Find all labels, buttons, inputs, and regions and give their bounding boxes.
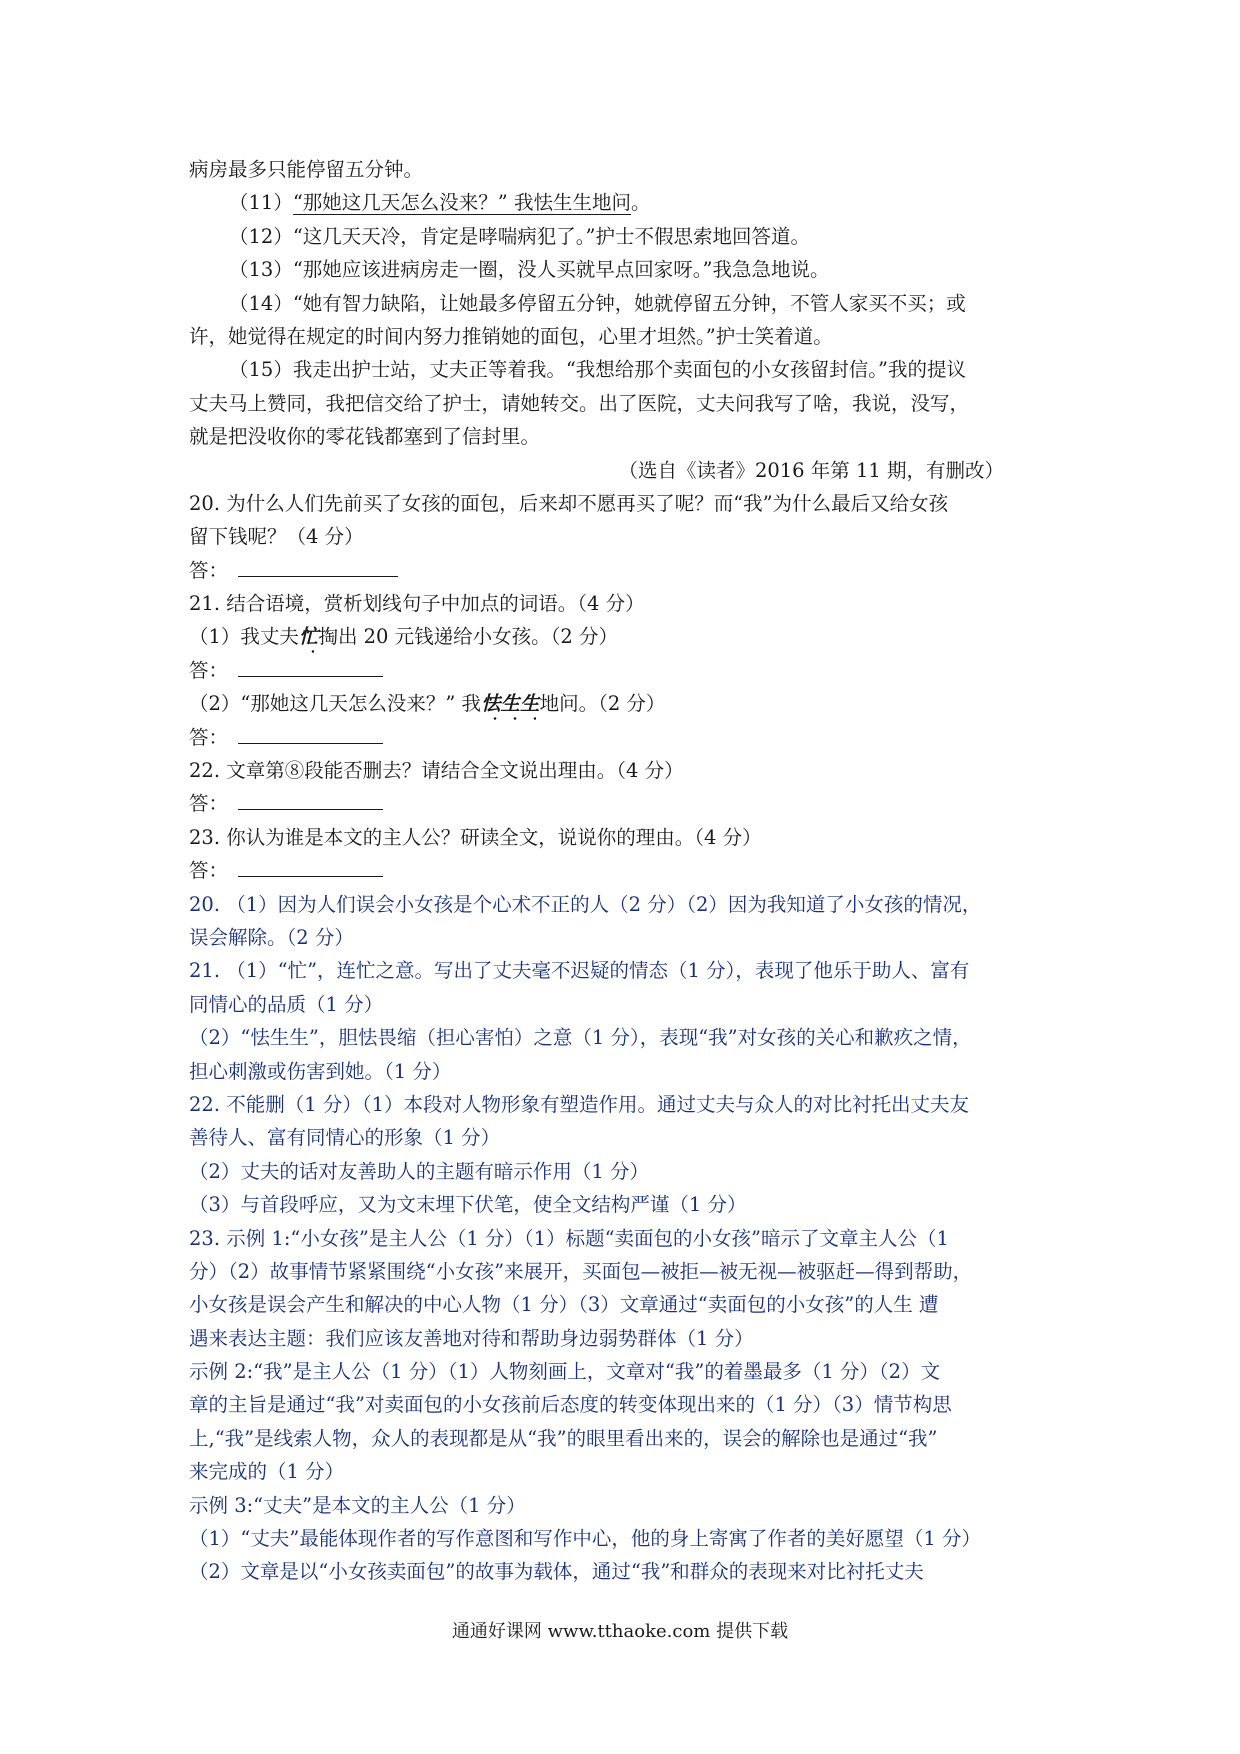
answer-21-line3: （2）“怯生生”，胆怯畏缩（担心害怕）之意（1 分），表现“我”对女孩的关心和歉疚之情，	[189, 1026, 972, 1050]
q21-1-suffix: 掏出 20 元钱递给小女孩。（2 分）	[318, 625, 619, 649]
answer-label: 答：	[189, 558, 229, 582]
q21-2-suffix: 地问。（2 分）	[539, 692, 666, 716]
answer-blank-21-2	[189, 721, 1060, 754]
answer-blank-20	[189, 554, 1060, 587]
answer-label: 答：	[189, 859, 229, 883]
question-22: 22. 文章第⑧段能否删去？请结合全文说出理由。（4 分）	[189, 759, 684, 783]
answer-line	[238, 554, 398, 577]
answer-23-line11: （2）文章是以“小女孩卖面包”的故事为载体，通过“我”和群众的表现来对比衬托丈夫	[189, 1560, 924, 1584]
passage-p13: （13）“那她应该进病房走一圈，没人买就早点回家呀。”我急急地说。	[229, 258, 830, 282]
answer-23-line9: 示例 3:“丈夫”是本文的主人公（1 分）	[189, 1493, 526, 1517]
question-21: 21. 结合语境，赏析划线句子中加点的词语。（4 分）	[189, 592, 645, 616]
answer-20-line1: 20. （1）因为人们误会小女孩是个心术不正的人（2 分）（2）因为我知道了小女孩的情况，	[189, 892, 982, 916]
answer-23-line5: 示例 2:“我”是主人公（1 分）（1）人物刻画上，文章对“我”的着墨最多（1 分）（2）文	[189, 1360, 941, 1384]
answer-blank-22	[189, 787, 1060, 820]
passage-p14-line1: （14）“她有智力缺陷，让她最多停留五分钟，她就停留五分钟，不管人家买不买；或	[229, 291, 966, 315]
document-content	[189, 153, 1060, 1589]
answer-label: 答：	[189, 658, 229, 682]
passage-p11	[189, 186, 1060, 219]
answer-23-line6: 章的主旨是通过“我”对卖面包的小女孩前后态度的转变体现出来的（1 分）（3）情节构思	[189, 1393, 952, 1417]
question-20-line1: 20. 为什么人们先前买了女孩的面包，后来却不愿再买了呢？而“我”为什么最后又给女孩	[189, 491, 949, 515]
q21-2-prefix: （2）“那她这几天怎么没来？” 我	[189, 692, 482, 716]
passage-p10-tail: 病房最多只能停留五分钟。	[189, 158, 424, 181]
passage-p15-line2: 丈夫马上赞同，我把信交给了护士，请她转交。出了医院，丈夫问我写了啥，我说，没写，	[189, 391, 970, 415]
answer-label: 答：	[189, 792, 229, 816]
answer-22-line4: （3）与首段呼应，又为文末埋下伏笔，使全文结构严谨（1 分）	[189, 1193, 747, 1217]
passage-source: （选自《读者》2016 年第 11 期，有删改）	[618, 458, 1004, 482]
passage-p12: （12）“这几天天冷，肯定是哮喘病犯了。”护士不假思索地回答道。	[229, 224, 811, 248]
passage-p15-line3: 就是把没收你的零花钱都塞到了信封里。	[189, 425, 541, 449]
page-footer: 通通好课网 www.tthaoke.com 提供下载	[451, 1621, 789, 1642]
answer-23-line2: 分）（2）故事情节紧紧围绕“小女孩”来展开，买面包—被拒—被无视—被驱赶—得到帮助，	[189, 1259, 973, 1283]
answer-23-line3: 小女孩是误会产生和解决的中心人物（1 分）（3）文章通过“卖面包的小女孩”的人生 遭	[189, 1293, 939, 1317]
answer-20-line2: 误会解除。（2 分）	[189, 925, 354, 949]
answer-21-line1: 21. （1）“忙”，连忙之意。写出了丈夫毫不迟疑的情态（1 分），表现了他乐于助人、富有	[189, 959, 970, 983]
q21-2-dotted-word: 怯生生	[481, 692, 540, 716]
p11-end: 。	[630, 191, 651, 215]
answer-23-line10: （1）“丈夫”最能体现作者的写作意图和写作中心，他的身上寄寓了作者的美好愿望（1 分）	[189, 1527, 981, 1551]
p11-number: （11）	[229, 191, 293, 215]
answer-23-line4: 遇来表达主题：我们应该友善地对待和帮助身边弱势群体（1 分）	[189, 1326, 754, 1350]
answer-22-line1: 22. 不能删（1 分）（1）本段对人物形象有塑造作用。通过丈夫与众人的对比衬托出丈夫友	[189, 1092, 969, 1116]
answer-label: 答：	[189, 725, 229, 749]
answer-23-line7: 上,“我”是线索人物，众人的表现都是从“我”的眼里看出来的，误会的解除也是通过“我”	[189, 1426, 938, 1450]
passage-p14-line2: 许，她觉得在规定的时间内努力推销她的面包，心里才坦然。”护士笑着道。	[189, 324, 833, 348]
q21-1-dotted-word: 忙	[298, 625, 319, 649]
answer-blank-23	[189, 854, 1060, 887]
answer-line	[238, 721, 383, 744]
answer-line	[238, 854, 383, 877]
answer-23-line1: 23. 示例 1:“小女孩”是主人公（1 分）（1）标题“卖面包的小女孩”暗示了文章主人公（1	[189, 1226, 949, 1250]
answer-23-line8: 来完成的（1 分）	[189, 1460, 345, 1484]
q21-1-prefix: （1）我丈夫	[189, 625, 299, 649]
answer-21-line2: 同情心的品质（1 分）	[189, 992, 384, 1016]
answer-22-line2: 善待人、富有同情心的形象（1 分）	[189, 1126, 501, 1150]
answer-line	[238, 787, 383, 810]
question-20-line2: 留下钱呢？（4 分）	[189, 525, 364, 549]
answer-blank-21-1	[189, 654, 1060, 687]
answer-line	[238, 654, 383, 677]
p11-underlined-sentence: “那她这几天怎么没来？” 我怯生生地问	[292, 191, 631, 215]
answer-21-line4: 担心刺激或伤害到她。（1 分）	[189, 1059, 452, 1083]
answer-22-line3: （2）丈夫的话对友善助人的主题有暗示作用（1 分）	[189, 1159, 650, 1183]
passage-p15-line1: （15）我走出护士站，丈夫正等着我。“我想给那个卖面包的小女孩留封信。”我的提议	[229, 358, 967, 382]
question-23: 23. 你认为谁是本文的主人公？研读全文，说说你的理由。（4 分）	[189, 825, 762, 849]
question-21-1	[189, 620, 1060, 653]
question-21-2	[189, 687, 1060, 720]
